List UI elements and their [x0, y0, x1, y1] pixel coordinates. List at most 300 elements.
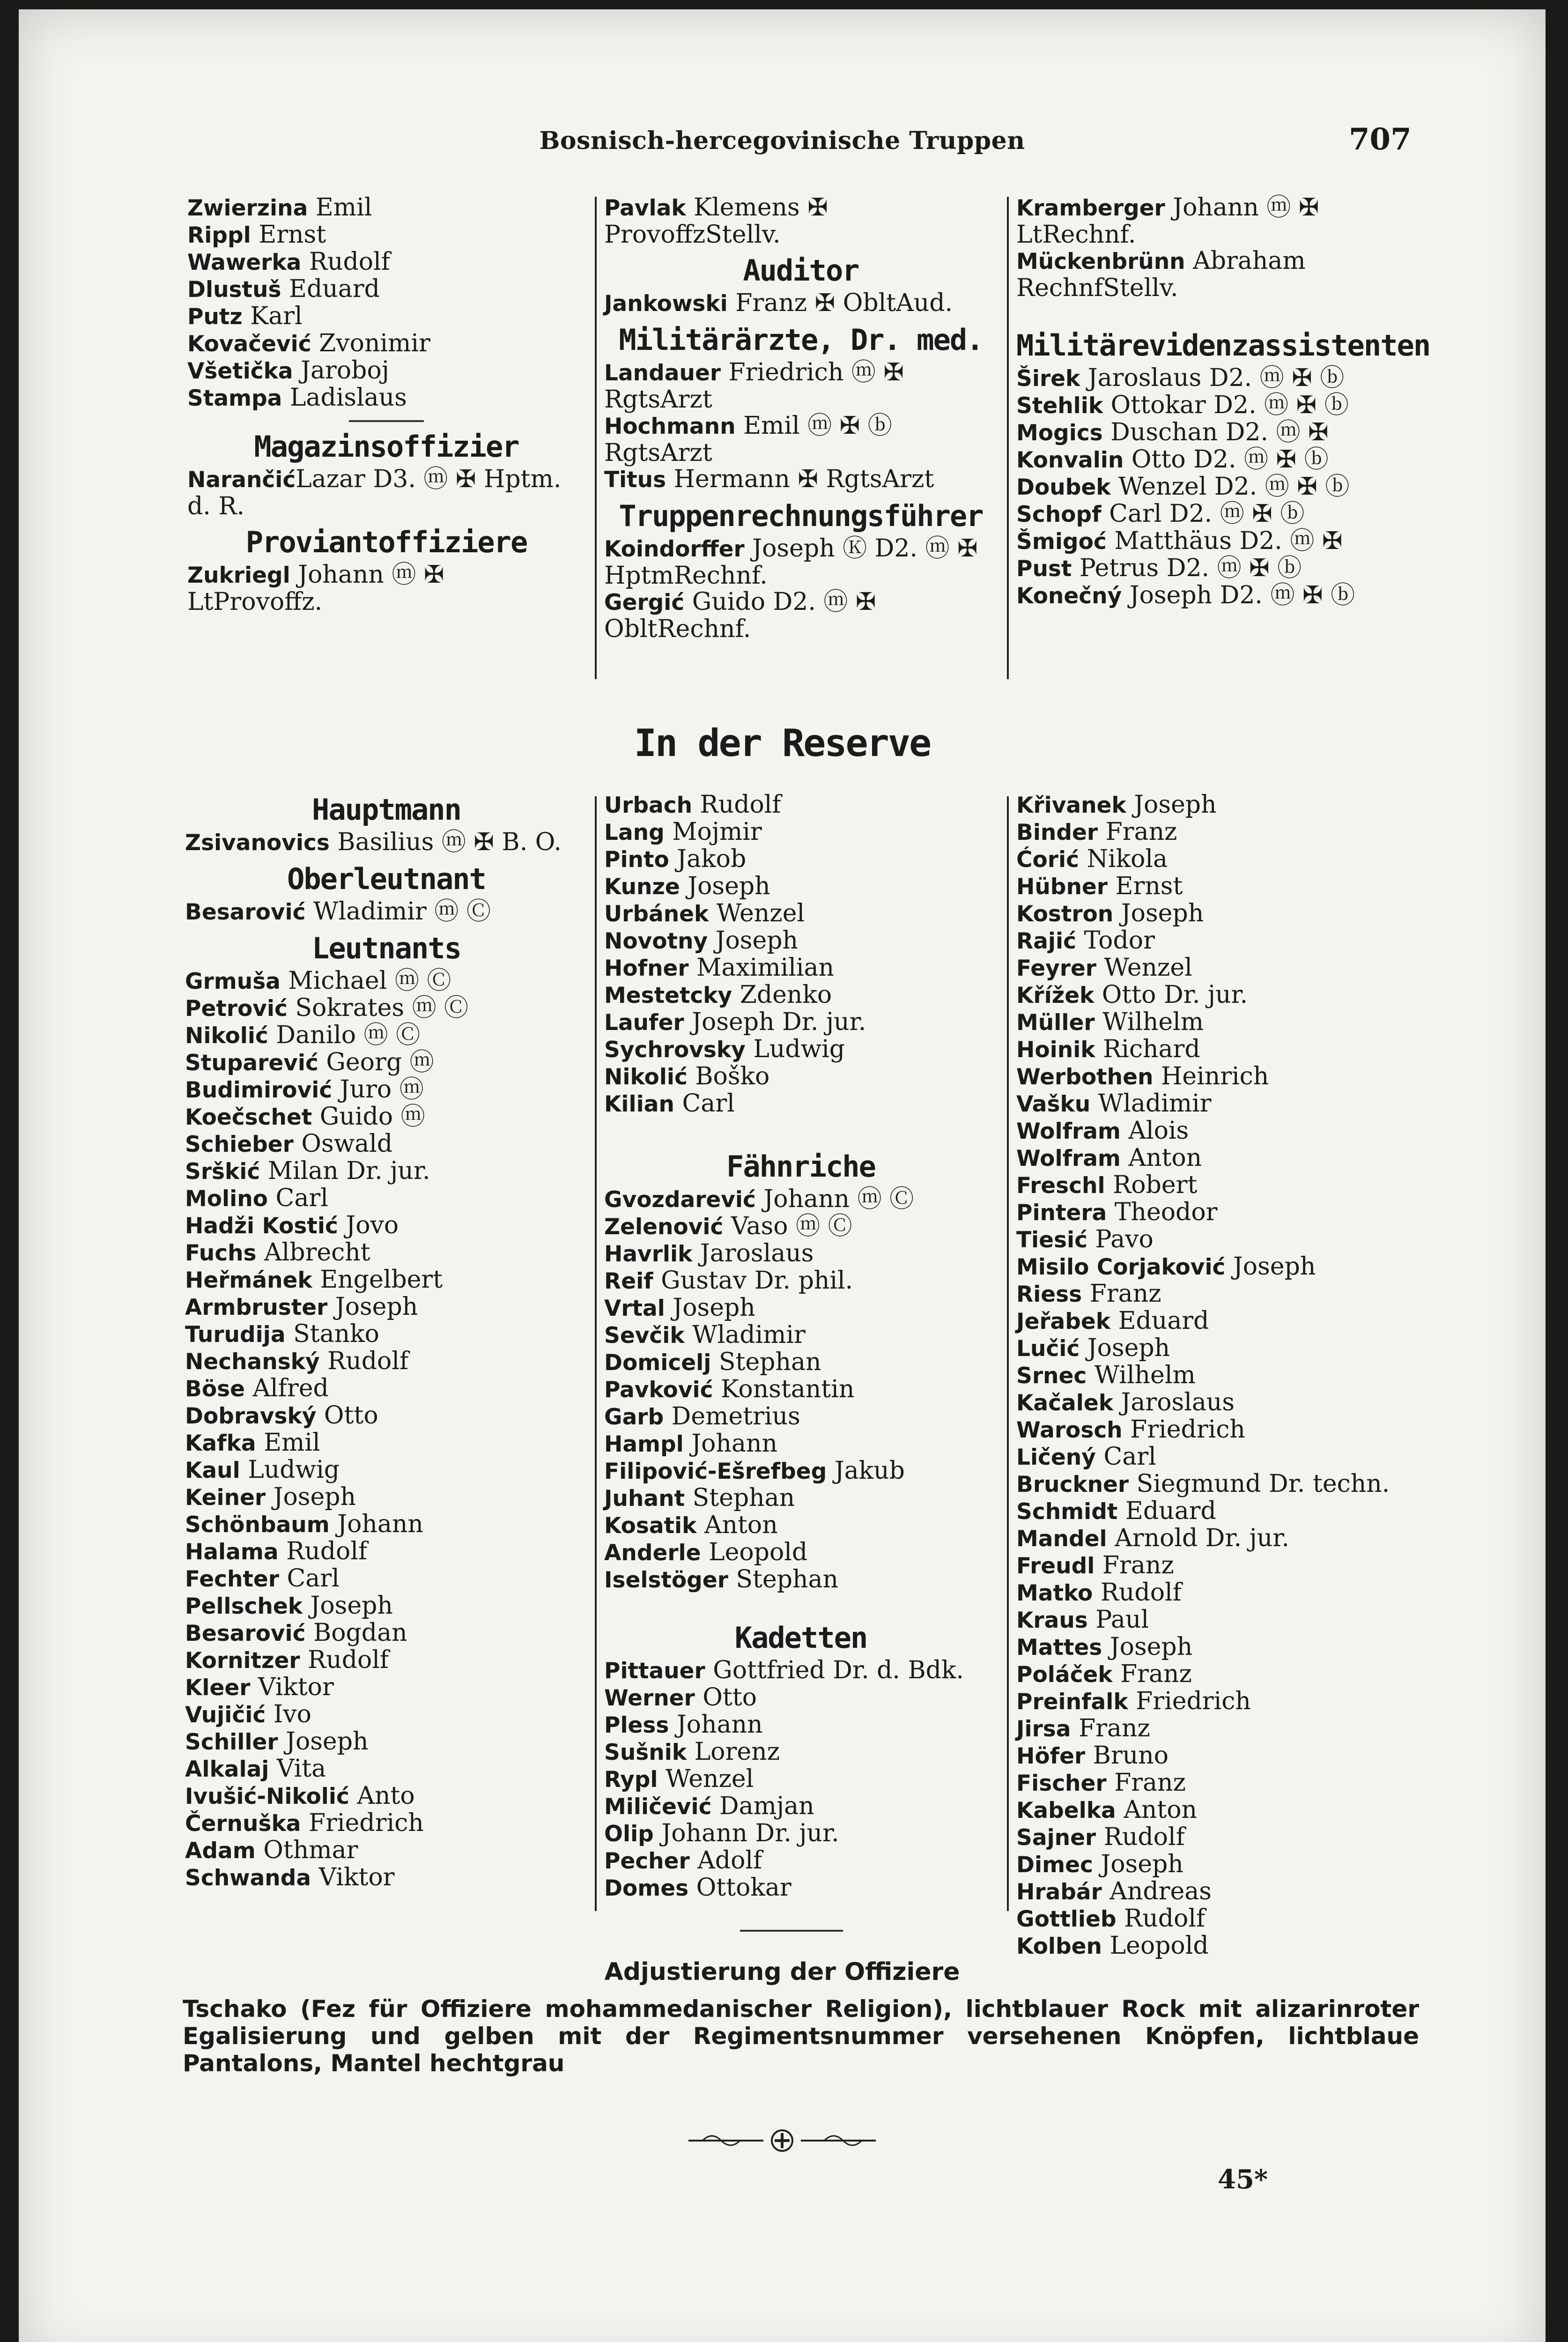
list-item: [1016, 446, 1419, 474]
given-name-and-rank: Otto: [316, 1401, 378, 1430]
list-item: [185, 968, 588, 995]
list-item: [185, 1185, 588, 1212]
list-item: [1016, 1579, 1419, 1607]
list-item: [604, 819, 998, 846]
surname: Fischer: [1016, 1771, 1107, 1796]
given-name-and-rank: Ludwig: [240, 1456, 340, 1484]
given-name-and-rank: Todor: [1076, 926, 1155, 955]
list-item: [1016, 1742, 1419, 1770]
list-item: [1016, 582, 1419, 609]
list-item: [1016, 1145, 1419, 1172]
given-name-and-rank: Stephan: [711, 1348, 821, 1376]
surname: Černuška: [185, 1811, 301, 1837]
column-divider: [595, 197, 597, 679]
given-name-and-rank: Friedrich ⓜ ✠ RgtsArzt: [604, 358, 904, 414]
surname: Vrtal: [604, 1296, 665, 1321]
list-item: [1016, 1715, 1419, 1742]
list-item: [604, 535, 998, 589]
column-divider: [1007, 796, 1009, 1911]
list-item: [604, 792, 998, 819]
given-name-and-rank: Abraham RechnfStellv.: [1016, 247, 1306, 302]
given-name-and-rank: Johann ⓜ ✠ LtRechnf.: [1016, 193, 1319, 249]
list-item: [185, 1022, 588, 1049]
surname: Urbach: [604, 793, 693, 818]
list-item: [1016, 1009, 1419, 1036]
surname: Armbruster: [185, 1295, 328, 1320]
list-item: [187, 222, 585, 249]
list-item: [604, 1684, 998, 1712]
given-name-and-rank: Franz: [1095, 1551, 1174, 1579]
surname: Feyrer: [1016, 956, 1096, 981]
section-rule: [740, 1930, 843, 1932]
list-item: [1016, 1525, 1419, 1552]
surname: Jankowski: [604, 291, 728, 317]
given-name-and-rank: Otto: [695, 1683, 757, 1712]
given-name-and-rank: Maximilian: [688, 954, 835, 982]
surname: Schmidt: [1016, 1499, 1118, 1525]
list-item: [1016, 1661, 1419, 1688]
surname: Fechter: [185, 1566, 279, 1592]
surname: Jirsa: [1016, 1716, 1071, 1742]
surname: Müller: [1016, 1010, 1095, 1036]
surname: Všetička: [187, 358, 293, 384]
given-name-and-rank: Franz: [1098, 818, 1177, 846]
list-item: [185, 1049, 588, 1076]
list-item: [1016, 419, 1419, 446]
list-item: [604, 1063, 998, 1090]
list-item: [1016, 1552, 1419, 1579]
given-name-and-rank: Rudolf: [1116, 1905, 1206, 1933]
list-item: [604, 1267, 998, 1295]
given-name-and-rank: Michael ⓜ Ⓒ: [280, 967, 451, 995]
given-name-and-rank: Jaroboj: [293, 356, 389, 385]
given-name-and-rank: Ladislaus: [282, 384, 407, 412]
list-item: [1016, 900, 1419, 927]
list-item: [185, 1647, 588, 1674]
surname: Širek: [1016, 366, 1080, 392]
list-item: [185, 1457, 588, 1484]
surname: Schiller: [185, 1729, 278, 1755]
surname: Mandel: [1016, 1526, 1107, 1552]
section-heading: Truppenrechnungsführer: [619, 499, 983, 533]
surname: Urbánek: [604, 901, 709, 927]
given-name-and-rank: Franz: [1106, 1769, 1186, 1797]
surname: Ćorić: [1016, 847, 1079, 873]
given-name-and-rank: Franz ✠ ObltAud.: [727, 289, 953, 317]
surname: Schieber: [185, 1132, 294, 1157]
section-heading: Militärärzte, Dr. med.: [619, 323, 983, 357]
surname: Doubek: [1016, 474, 1111, 500]
given-name-and-rank: Leopold: [701, 1538, 808, 1566]
given-name-and-rank: Johann: [669, 1711, 763, 1739]
list-item: [1016, 474, 1419, 501]
section-heading: Magazinsoffizier: [254, 430, 519, 464]
list-item: [1016, 1281, 1419, 1308]
given-name-and-rank: Joseph: [278, 1727, 369, 1756]
list-item: [604, 1240, 998, 1267]
given-name-and-rank: Adolf: [689, 1846, 762, 1875]
surname: Wolfram: [1016, 1146, 1121, 1171]
ornament-icon: [684, 2127, 880, 2155]
list-item: [185, 1728, 588, 1756]
surname: Kornitzer: [185, 1648, 300, 1674]
given-name-and-rank: Jaroslaus D2. ⓜ ✠ ⓑ: [1080, 364, 1345, 392]
given-name-and-rank: Ernst: [1107, 872, 1183, 900]
surname: Ivušić-Nikolić: [185, 1784, 349, 1809]
list-item: [185, 1593, 588, 1620]
given-name-and-rank: Milan Dr. jur.: [260, 1157, 430, 1185]
list-item: [604, 1820, 998, 1847]
given-name-and-rank: Rudolf: [692, 791, 781, 819]
surname: Hampl: [604, 1431, 684, 1457]
given-name-and-rank: Andreas: [1102, 1877, 1212, 1905]
given-name-and-rank: Mojmir: [664, 818, 762, 846]
list-item: [185, 1864, 588, 1891]
list-item: [604, 1766, 998, 1793]
list-item: [1016, 1905, 1419, 1933]
given-name-and-rank: Joseph: [1102, 1633, 1193, 1661]
list-item: [185, 1701, 588, 1728]
given-name-and-rank: Rudolf: [319, 1347, 409, 1375]
surname: Pittauer: [604, 1658, 705, 1684]
list-item: [185, 1402, 588, 1430]
given-name-and-rank: Vita: [269, 1755, 326, 1783]
list-item: [185, 1837, 588, 1864]
surname: Grmuša: [185, 969, 281, 994]
list-item: [1016, 392, 1419, 419]
surname: Křivanek: [1016, 793, 1126, 818]
list-item: [187, 276, 585, 303]
surname: Jeřabek: [1016, 1309, 1111, 1334]
section-heading: Proviantoffiziere: [245, 525, 527, 559]
given-name-and-rank: Carl: [1095, 1443, 1156, 1471]
given-name-and-rank: Anto: [349, 1782, 415, 1810]
given-name-and-rank: Robert: [1105, 1171, 1198, 1199]
list-item: [1016, 1362, 1419, 1389]
list-item: [604, 1376, 998, 1403]
list-item: [604, 359, 998, 413]
surname: Höfer: [1016, 1743, 1086, 1769]
surname: Freudl: [1016, 1553, 1095, 1579]
section-heading: Leutnants: [312, 931, 461, 965]
given-name-and-rank: Otto D2. ⓜ ✠ ⓑ: [1124, 445, 1329, 474]
list-item: [185, 1212, 588, 1239]
surname: Binder: [1016, 820, 1098, 845]
list-item: [604, 413, 998, 466]
given-name-and-rank: Carl D2. ⓜ ✠ ⓑ: [1101, 500, 1305, 528]
given-name-and-rank: Jaroslaus: [1113, 1388, 1235, 1416]
given-name-and-rank: Johann: [329, 1510, 423, 1538]
given-name-and-rank: Viktor: [311, 1863, 395, 1891]
list-item: [604, 1657, 998, 1684]
surname: Landauer: [604, 360, 721, 386]
surname: Stuparević: [185, 1050, 318, 1076]
surname: Pellschek: [185, 1593, 303, 1619]
list-item: [604, 1485, 998, 1512]
list-item: [1016, 1036, 1419, 1063]
surname: Ličený: [1016, 1445, 1096, 1470]
given-name-and-rank: Ottokar: [688, 1874, 791, 1902]
page-number: 707: [1349, 122, 1412, 157]
list-item: [185, 1484, 588, 1511]
list-item: [185, 1158, 588, 1185]
list-item: [1016, 1933, 1419, 1960]
surname: Halama: [185, 1539, 279, 1565]
given-name-and-rank: Gustav Dr. phil.: [653, 1267, 853, 1295]
list-item: [185, 1620, 588, 1647]
given-name-and-rank: Stanko: [285, 1320, 379, 1348]
surname: Fuchs: [185, 1240, 257, 1266]
list-item: [604, 1875, 998, 1902]
surname: Schopf: [1016, 502, 1102, 527]
surname: Sušnik: [604, 1740, 687, 1765]
given-name-and-rank: Zvonimir: [311, 329, 430, 357]
adjustierung-title: Adjustierung der Offiziere: [604, 1958, 960, 1986]
given-name-and-rank: Franz: [1071, 1714, 1150, 1742]
list-item: [185, 1239, 588, 1267]
list-item: [1016, 501, 1419, 528]
surname: Koečschet: [185, 1104, 312, 1130]
list-item: [185, 1756, 588, 1783]
given-name-and-rank: Lorenz: [687, 1738, 780, 1766]
surname: Schönbaum: [185, 1512, 330, 1538]
given-name-and-rank: Johann Dr. jur.: [653, 1819, 839, 1847]
list-item: [1016, 1063, 1419, 1090]
surname: Koindorffer: [604, 536, 745, 562]
surname: Laufer: [604, 1010, 684, 1036]
given-name-and-rank: Petrus D2. ⓜ ✠ ⓑ: [1072, 554, 1302, 582]
surname: Pintera: [1016, 1200, 1107, 1226]
given-name-and-rank: Ernst: [251, 221, 326, 249]
list-item: [1016, 1090, 1419, 1118]
list-item: [1016, 365, 1419, 392]
list-item: [1016, 1226, 1419, 1253]
surname: Olip: [604, 1821, 654, 1847]
section-heading: Militärevidenzassistenten: [1016, 328, 1430, 363]
list-item: [1016, 1308, 1419, 1335]
list-item: [185, 1674, 588, 1701]
list-item: [185, 1076, 588, 1104]
surname: Lang: [604, 820, 665, 845]
given-name-and-rank: Joseph: [327, 1293, 418, 1321]
surname: Konvalin: [1016, 447, 1124, 473]
surname: Kabelka: [1016, 1798, 1116, 1823]
given-name-and-rank: Joseph: [1093, 1850, 1183, 1878]
surname: Schwanda: [185, 1865, 311, 1891]
list-item: [1016, 1634, 1419, 1661]
given-name-and-rank: Boško: [687, 1062, 770, 1090]
surname: Matko: [1016, 1580, 1093, 1606]
surname: Bruckner: [1016, 1472, 1129, 1497]
given-name-and-rank: Jakob: [669, 845, 747, 873]
surname: Vašku: [1016, 1091, 1091, 1117]
list-item: [604, 1458, 998, 1485]
surname: Heřmánek: [185, 1267, 312, 1293]
list-item: [185, 1538, 588, 1565]
given-name-and-rank: Wenzel: [1096, 954, 1192, 982]
surname: Titus: [604, 467, 666, 493]
given-name-and-rank: Gottfried Dr. d. Bdk.: [705, 1656, 964, 1684]
list-item: [185, 1511, 588, 1538]
list-item: [1016, 1607, 1419, 1634]
surname: Hofner: [604, 956, 689, 981]
given-name-and-rank: Carl: [674, 1089, 735, 1118]
surname: Nechanský: [185, 1349, 320, 1375]
list-item: [604, 1213, 998, 1240]
given-name-and-rank: Ottokar D2. ⓜ ✠ ⓑ: [1103, 391, 1349, 419]
given-name-and-rank: Jovo: [338, 1211, 399, 1239]
given-name-and-rank: Basilius ⓜ ✠ B. O.: [329, 828, 562, 856]
given-name-and-rank: Wilhelm: [1087, 1361, 1196, 1389]
list-item: [1016, 1797, 1419, 1824]
given-name-and-rank: Joseph: [708, 926, 799, 955]
given-name-and-rank: Emil: [308, 193, 372, 222]
surname: Pless: [604, 1712, 669, 1738]
given-name-and-rank: Viktor: [250, 1673, 334, 1701]
given-name-and-rank: Wilhelm: [1095, 1008, 1204, 1036]
surname: Kilian: [604, 1091, 674, 1117]
given-name-and-rank: Eduard: [281, 275, 380, 303]
list-item: [185, 1131, 588, 1158]
given-name-and-rank: Rudolf: [1096, 1823, 1185, 1851]
surname: Wawerka: [187, 250, 302, 275]
list-item: [1016, 1416, 1419, 1444]
given-name-and-rank: Danilo ⓜ Ⓒ: [268, 1021, 421, 1049]
given-name-and-rank: Bruno: [1085, 1742, 1169, 1770]
list-item: [187, 357, 585, 385]
surname: Hadži Kostić: [185, 1213, 338, 1239]
surname: Hoinik: [1016, 1037, 1095, 1063]
list-item: [1016, 1172, 1419, 1199]
list-item: [1016, 528, 1419, 555]
surname: Narančić: [187, 467, 296, 493]
surname: Rypl: [604, 1767, 658, 1793]
given-name-and-rank: Guido D2. ⓜ ✠ ObltRechnf.: [604, 588, 876, 643]
given-name-and-rank: Oswald: [293, 1130, 393, 1158]
surname: Anderle: [604, 1540, 701, 1566]
given-name-and-rank: Joseph Dr. jur.: [684, 1008, 866, 1036]
list-item: [1016, 194, 1419, 248]
surname: Stampa: [187, 385, 282, 411]
surname: Kosatik: [604, 1513, 697, 1539]
section-heading: Fähnriche: [726, 1149, 875, 1184]
surname: Nikolić: [604, 1064, 688, 1090]
given-name-and-rank: Klemens ✠ ProvoffzStellv.: [604, 193, 828, 249]
list-item: [604, 1403, 998, 1430]
given-name-and-rank: Emil: [256, 1429, 320, 1457]
surname: Gvozdarević: [604, 1187, 756, 1213]
surname: Mogics: [1016, 420, 1103, 446]
given-name-and-rank: Rudolf: [278, 1537, 368, 1565]
list-item: [604, 589, 998, 642]
list-item: [1016, 1389, 1419, 1416]
surname: Pinto: [604, 847, 669, 873]
given-name-and-rank: Jakub: [827, 1457, 905, 1485]
surname: Gottlieb: [1016, 1906, 1117, 1932]
surname: Konečný: [1016, 583, 1122, 609]
section-heading: Kadetten: [734, 1621, 867, 1655]
surname: Mückenbrünn: [1016, 249, 1185, 274]
list-item: [604, 982, 998, 1009]
given-name-and-rank: Joseph: [1113, 899, 1204, 927]
surname: Petrović: [185, 996, 288, 1022]
given-name-and-rank: Anton: [1120, 1144, 1202, 1172]
given-name-and-rank: Joseph: [665, 1294, 755, 1322]
list-item: [604, 1539, 998, 1566]
column-divider: [595, 796, 597, 1911]
given-name-and-rank: Guido ⓜ: [312, 1103, 425, 1131]
list-item: [187, 562, 585, 615]
list-item: [1016, 1118, 1419, 1145]
given-name-and-rank: Friedrich: [1122, 1416, 1245, 1444]
surname: Křížek: [1016, 983, 1095, 1008]
list-item: [185, 1267, 588, 1294]
given-name-and-rank: Eduard: [1117, 1497, 1216, 1525]
surname: Gergić: [604, 590, 685, 615]
list-item: [604, 1712, 998, 1739]
surname: Sajner: [1016, 1825, 1096, 1851]
given-name-and-rank: Zdenko: [732, 981, 832, 1009]
surname: Böse: [185, 1376, 245, 1402]
given-name-and-rank: Alfred: [244, 1374, 329, 1402]
given-name-and-rank: Johann: [683, 1430, 777, 1458]
surname: Kafka: [185, 1430, 256, 1456]
surname: Zelenović: [604, 1214, 724, 1240]
reserve-heading: In der Reserve: [634, 721, 931, 765]
given-name-and-rank: Hermann ✠ RgtsArzt: [666, 465, 934, 493]
list-item: [1016, 555, 1419, 582]
given-name-and-rank: Johann ⓜ Ⓒ: [755, 1185, 914, 1213]
list-item: [1016, 873, 1419, 900]
given-name-and-rank: Rudolf: [300, 1646, 389, 1674]
given-name-and-rank: Othmar: [255, 1836, 358, 1864]
given-name-and-rank: Rudolf: [301, 248, 390, 276]
surname: Besarović: [185, 1621, 306, 1646]
given-name-and-rank: Jaroslaus: [692, 1239, 814, 1267]
list-item: [1016, 1824, 1419, 1851]
surname: Havrlik: [604, 1241, 693, 1267]
surname: Preinfalk: [1016, 1689, 1128, 1715]
surname: Kovačević: [187, 331, 311, 357]
list-item: [604, 900, 998, 927]
given-name-and-rank: Ivo: [266, 1700, 311, 1728]
given-name-and-rank: Damjan: [711, 1792, 814, 1820]
surname: Wolfram: [1016, 1119, 1121, 1144]
section-heading: Oberleutnant: [287, 862, 486, 896]
given-name-and-rank: Georg ⓜ: [318, 1048, 434, 1076]
surname: Poláček: [1016, 1662, 1113, 1688]
list-item: [187, 330, 585, 357]
surname: Kolben: [1016, 1934, 1102, 1959]
surname: Kaul: [185, 1458, 240, 1483]
list-item: [1016, 1253, 1419, 1281]
surname: Mestetcky: [604, 983, 732, 1008]
list-item: [187, 194, 585, 222]
list-item: [185, 1783, 588, 1810]
surname: Turudija: [185, 1322, 286, 1348]
surname: Reif: [604, 1268, 653, 1294]
surname: Werbothen: [1016, 1064, 1154, 1090]
given-name-and-rank: Heinrich: [1153, 1062, 1269, 1090]
given-name-and-rank: Johann ⓜ ✠ LtProvoffz.: [187, 561, 444, 616]
surname: Molino: [185, 1186, 268, 1212]
list-item: [604, 927, 998, 955]
surname: Juhant: [604, 1486, 685, 1512]
list-item: [1016, 982, 1419, 1009]
given-name-and-rank: Friedrich: [1128, 1687, 1251, 1715]
list-item: [185, 995, 588, 1022]
surname: Pavković: [604, 1377, 713, 1403]
